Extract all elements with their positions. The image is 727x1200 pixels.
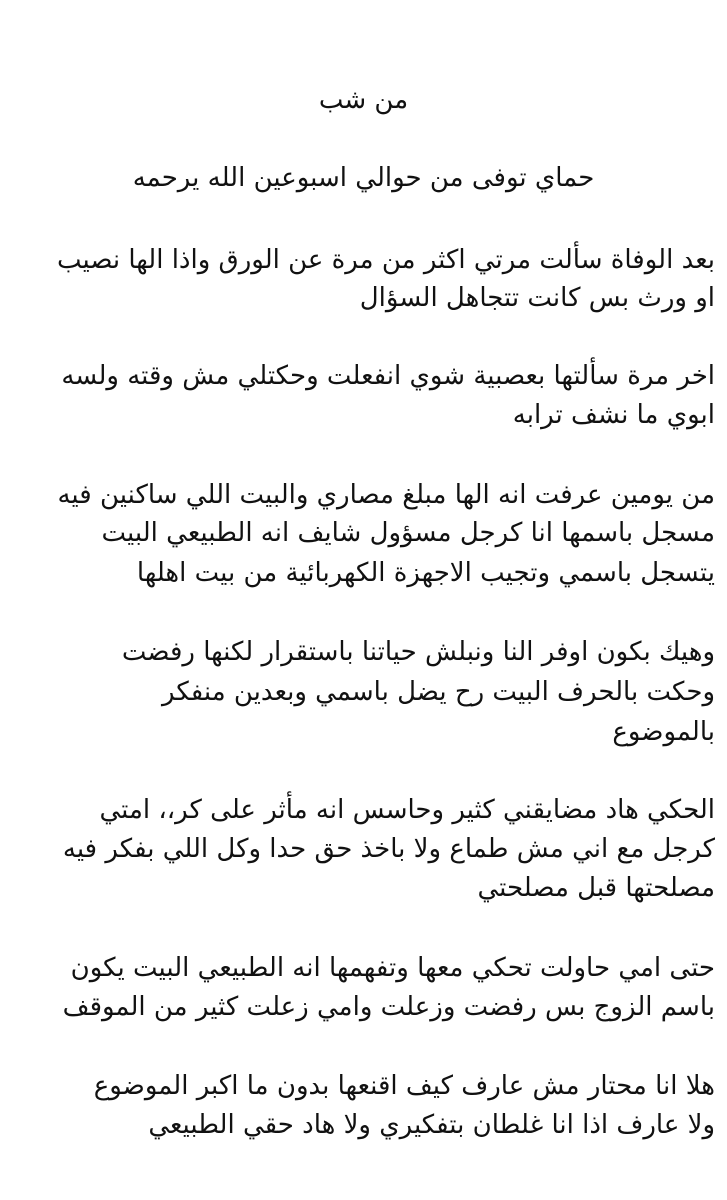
post-title: من شب [318,85,409,115]
paragraph-line: ابوي ما نشف ترابه [512,400,715,430]
paragraph-line: الحكي هاد مضايقني كثير وحاسس انه مأثر على كر،، امتي [99,795,715,825]
paragraph-line: اخر مرة سألتها بعصبية شوي انفعلت وحكتلي مش وقته ولسه [61,361,715,391]
paragraph-line: ولا عارف اذا انا غلطان بتفكيري ولا هاد حقي الطبيعي [148,1110,715,1140]
paragraph-line: حتى امي حاولت تحكي معها وتفهمها انه الطبيعي البيت يكون [70,953,715,983]
paragraph-line: يتسجل باسمي وتجيب الاجهزة الكهربائية من بيت اهلها [136,558,715,588]
paragraph-line: بالموضوع [612,717,715,747]
paragraph-line: حماي توفى من حوالي اسبوعين الله يرحمه [132,163,595,193]
paragraph-line: كرجل مع اني مش طماع ولا باخذ حق حدا وكل اللي بفكر فيه [62,834,715,864]
paragraph-line: وحكت بالحرف البيت رح يضل باسمي وبعدين منفكر [162,677,715,707]
paragraph-line: مصلحتها قبل مصلحتي [477,873,715,903]
paragraph-line: وهيك بكون اوفر النا ونبلش حياتنا باستقرار لكنها رفضت [121,637,715,667]
paragraph-line: هلا انا محتار مش عارف كيف اقنعها بدون ما اكبر الموضوع [93,1071,715,1101]
paragraph-line: باسم الزوج بس رفضت وزعلت وامي زعلت كثير من الموقف [62,992,715,1022]
paragraph-line: او ورث بس كانت تتجاهل السؤال [359,283,715,313]
paragraph-line: من يومين عرفت انه الها مبلغ مصاري والبيت اللي ساكنين فيه [57,480,715,510]
paragraph-line: مسجل باسمها انا كرجل مسؤول شايف انه الطبيعي البيت [101,518,715,548]
paragraph-line: بعد الوفاة سألت مرتي اكثر من مرة عن الورق واذا الها نصيب [56,245,715,275]
